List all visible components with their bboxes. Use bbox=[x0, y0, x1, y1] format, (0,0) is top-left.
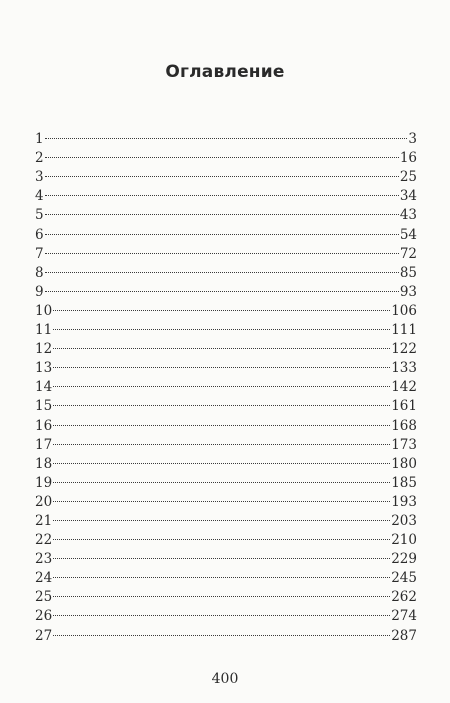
chapter-number: 8 bbox=[35, 264, 44, 281]
dot-leader bbox=[53, 620, 390, 639]
toc-entry bbox=[35, 258, 417, 281]
dot-leader bbox=[53, 582, 390, 601]
dot-leader bbox=[45, 200, 399, 219]
toc-entry bbox=[35, 124, 417, 148]
chapter-page-number: 203 bbox=[391, 512, 417, 529]
dot-leader bbox=[53, 315, 390, 334]
toc-entry bbox=[35, 239, 417, 262]
chapter-page-number: 274 bbox=[391, 608, 417, 625]
toc-entry bbox=[35, 296, 417, 319]
chapter-page-number: 210 bbox=[391, 532, 417, 549]
dot-leader bbox=[53, 410, 390, 429]
page-title: Оглавление bbox=[165, 62, 285, 82]
dot-leader bbox=[45, 162, 399, 181]
dot-leader bbox=[45, 258, 399, 277]
chapter-page-number: 54 bbox=[399, 226, 417, 243]
chapter-number: 1 bbox=[35, 131, 44, 148]
chapter-number: 25 bbox=[35, 589, 53, 606]
dot-leader bbox=[45, 181, 399, 200]
toc-entry bbox=[35, 372, 417, 396]
table-of-contents bbox=[35, 124, 417, 644]
chapter-page-number: 72 bbox=[399, 245, 417, 262]
chapter-number: 17 bbox=[35, 436, 53, 453]
chapter-number: 14 bbox=[35, 379, 53, 396]
chapter-page-number: 16 bbox=[399, 150, 417, 167]
dot-leader bbox=[53, 334, 390, 353]
toc-entry bbox=[35, 410, 417, 434]
dot-leader bbox=[53, 391, 390, 410]
chapter-number: 10 bbox=[35, 302, 53, 319]
chapter-number: 13 bbox=[35, 360, 53, 377]
chapter-page-number: 180 bbox=[391, 455, 417, 472]
chapter-number: 21 bbox=[35, 512, 53, 529]
dot-leader bbox=[45, 277, 399, 296]
chapter-number: 7 bbox=[35, 245, 44, 262]
chapter-number: 23 bbox=[35, 551, 53, 568]
chapter-page-number: 93 bbox=[399, 283, 417, 300]
dot-leader bbox=[53, 449, 390, 468]
chapter-page-number: 245 bbox=[391, 570, 417, 587]
chapter-page-number: 185 bbox=[391, 474, 417, 491]
dot-leader bbox=[53, 468, 390, 487]
dot-leader bbox=[53, 296, 390, 315]
chapter-number: 15 bbox=[35, 398, 53, 415]
chapter-page-number: 173 bbox=[391, 436, 417, 453]
chapter-number: 5 bbox=[35, 207, 44, 224]
dot-leader bbox=[53, 353, 390, 372]
chapter-page-number: 111 bbox=[391, 322, 417, 339]
toc-entry bbox=[35, 601, 417, 625]
chapter-number: 16 bbox=[35, 417, 53, 434]
toc-entry bbox=[35, 544, 417, 568]
dot-leader bbox=[53, 487, 390, 506]
toc-entry bbox=[35, 487, 417, 510]
chapter-number: 11 bbox=[35, 322, 53, 339]
chapter-page-number: 193 bbox=[391, 493, 417, 510]
chapter-number: 24 bbox=[35, 570, 53, 587]
dot-leader bbox=[45, 219, 399, 238]
toc-entry bbox=[35, 582, 417, 606]
chapter-page-number: 229 bbox=[391, 551, 417, 568]
chapter-page-number: 3 bbox=[408, 131, 417, 148]
toc-entry bbox=[35, 620, 417, 644]
toc-entry bbox=[35, 143, 417, 167]
page-number: 400 bbox=[211, 671, 239, 687]
dot-leader bbox=[45, 143, 399, 162]
toc-entry bbox=[35, 162, 417, 186]
toc-entry bbox=[35, 353, 417, 377]
dot-leader bbox=[53, 601, 390, 620]
dot-leader bbox=[53, 563, 390, 582]
toc-entry bbox=[35, 430, 417, 453]
toc-entry bbox=[35, 449, 417, 472]
chapter-number: 22 bbox=[35, 532, 53, 549]
chapter-page-number: 34 bbox=[399, 188, 417, 205]
chapter-number: 19 bbox=[35, 474, 53, 491]
chapter-number: 27 bbox=[35, 627, 53, 644]
toc-entry bbox=[35, 219, 417, 243]
chapter-number: 2 bbox=[35, 150, 44, 167]
dot-leader bbox=[53, 372, 390, 391]
toc-entry bbox=[35, 200, 417, 224]
dot-leader bbox=[45, 239, 399, 258]
chapter-page-number: 142 bbox=[391, 379, 417, 396]
chapter-number: 18 bbox=[35, 455, 53, 472]
chapter-number: 26 bbox=[35, 608, 53, 625]
toc-entry bbox=[35, 563, 417, 587]
toc-entry bbox=[35, 525, 417, 549]
chapter-number: 4 bbox=[35, 188, 44, 205]
chapter-number: 9 bbox=[35, 283, 44, 300]
chapter-number: 12 bbox=[35, 341, 53, 358]
toc-entry bbox=[35, 391, 417, 415]
chapter-page-number: 106 bbox=[391, 302, 417, 319]
chapter-page-number: 25 bbox=[399, 169, 417, 186]
chapter-page-number: 161 bbox=[391, 398, 417, 415]
chapter-page-number: 287 bbox=[391, 627, 417, 644]
chapter-page-number: 85 bbox=[399, 264, 417, 281]
chapter-page-number: 43 bbox=[399, 207, 417, 224]
dot-leader bbox=[53, 430, 390, 449]
chapter-page-number: 262 bbox=[391, 589, 417, 606]
toc-entry bbox=[35, 277, 417, 300]
toc-entry bbox=[35, 468, 417, 491]
chapter-page-number: 122 bbox=[391, 341, 417, 358]
toc-entry bbox=[35, 334, 417, 358]
toc-entry bbox=[35, 506, 417, 529]
dot-leader bbox=[53, 544, 390, 563]
toc-entry bbox=[35, 181, 417, 205]
dot-leader bbox=[53, 525, 390, 544]
dot-leader bbox=[53, 506, 390, 525]
chapter-page-number: 168 bbox=[391, 417, 417, 434]
chapter-page-number: 133 bbox=[391, 360, 417, 377]
chapter-number: 20 bbox=[35, 493, 53, 510]
dot-leader bbox=[45, 124, 408, 143]
chapter-number: 3 bbox=[35, 169, 44, 186]
toc-entry bbox=[35, 315, 417, 339]
chapter-number: 6 bbox=[35, 226, 44, 243]
